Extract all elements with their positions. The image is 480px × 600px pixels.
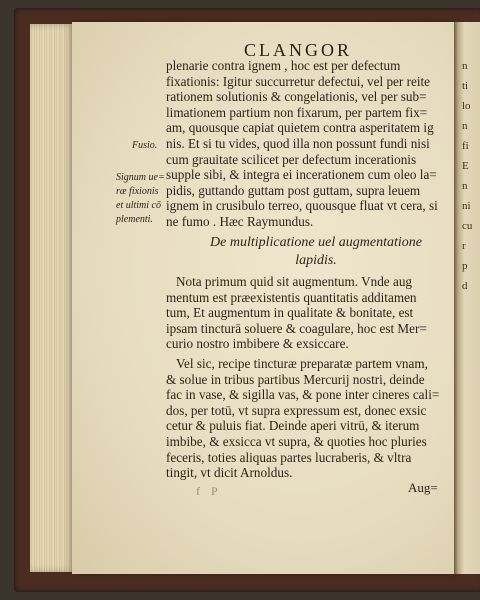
facing-fragment: E: [462, 160, 469, 172]
text-line: mentum est præexistentis quantitatis additamen: [166, 289, 417, 305]
facing-fragment: cu: [462, 220, 473, 232]
heading-line: De multiplicatione uel augmentatione: [210, 235, 422, 250]
margin-note-line: ræ fixionis: [116, 186, 159, 197]
paragraph-vel-sic: [166, 356, 444, 481]
text-line: fixationis: Igitur succurretur defectui, vel per reite: [166, 73, 431, 89]
facing-fragment: d: [462, 280, 468, 292]
heading-line: lapidis.: [295, 253, 337, 268]
paragraph-nota: [166, 274, 444, 352]
text-line: & solue in tribus partibus Mercurij nostri, deinde: [166, 371, 425, 387]
text-line: supple sibi, & integra ei incerationem cum oleo la=: [166, 167, 437, 183]
text-line: tum, Et augmentum in qualitate & bonitate, est: [166, 305, 414, 321]
text-line: curio nostro imbibere & exsiccare.: [166, 336, 349, 352]
text-line: dos, per totū, vt supra expressum est, donec exsic: [166, 402, 427, 418]
section-heading: [200, 234, 432, 270]
intro-paragraph: [166, 58, 444, 230]
running-title: CLANGOR: [244, 40, 353, 60]
text-line: Nota primum quid sit augmentum. Vnde aug: [176, 274, 413, 289]
text-line: feceris, toties aliquas partes lucraberis, & vltra: [166, 449, 412, 465]
text-line: nis. Et si tu vides, quod illa non possunt fundi nisi: [166, 135, 430, 151]
margin-note-line: Signum ue=: [116, 172, 165, 183]
text-line: limationem partium non fixarum, per partem fix=: [166, 104, 428, 120]
margin-note-line: et ultimi cō: [116, 200, 161, 211]
text-line: ipsam tincturā soluere & coagulare, hoc est Mer=: [166, 320, 427, 336]
page-edges: [30, 24, 74, 572]
text-line: cetur & puluis fiat. Deinde aperi vitrū, & iterum: [166, 418, 420, 434]
text-line: tingit, vt dicit Arnoldus.: [166, 465, 293, 481]
facing-fragment: n: [462, 180, 468, 192]
margin-note-signum: [116, 171, 168, 227]
text-line: plenarie contra ignem , hoc est per defectum: [166, 58, 401, 73]
margin-note-fusio: Fusio.: [132, 140, 158, 151]
text-line: cum grauitate scilicet per defectum incerationis: [166, 151, 417, 167]
facing-fragment: n: [462, 60, 468, 72]
facing-fragment: p: [462, 260, 468, 272]
facing-fragment: n: [462, 120, 468, 132]
facing-fragment: fi: [462, 140, 469, 152]
text-line: ignem in crusibulo terreo, quousque fluat vt cera, si: [166, 198, 438, 214]
text-line: Vel sic, recipe tincturæ preparatæ partem vnam,: [176, 356, 428, 371]
text-line: imbibe, & exsicca vt supra, & quoties hoc pluries: [166, 433, 427, 449]
text-line: am, quousque capiat quietem contra asperitatem ig: [166, 120, 434, 136]
margin-note-line: plementi.: [116, 214, 153, 225]
text-line: pidis, guttando guttam post guttam, supra leuem: [166, 182, 421, 198]
text-line: fac in vase, & sigilla vas, & pone inter cineres cali=: [166, 387, 440, 403]
text-line: rationem solutionis & congelationis, vel per sub=: [166, 89, 427, 105]
facing-fragment: ni: [462, 200, 471, 212]
text-line: ne fumo . Hæc Raymundus.: [166, 213, 314, 229]
faint-stamp: f P: [196, 484, 222, 498]
facing-fragment: ti: [462, 80, 469, 92]
facing-fragment: lo: [462, 100, 471, 112]
catchword: Aug=: [408, 480, 438, 495]
facing-page-text: [462, 60, 480, 300]
facing-fragment: r: [462, 240, 466, 252]
